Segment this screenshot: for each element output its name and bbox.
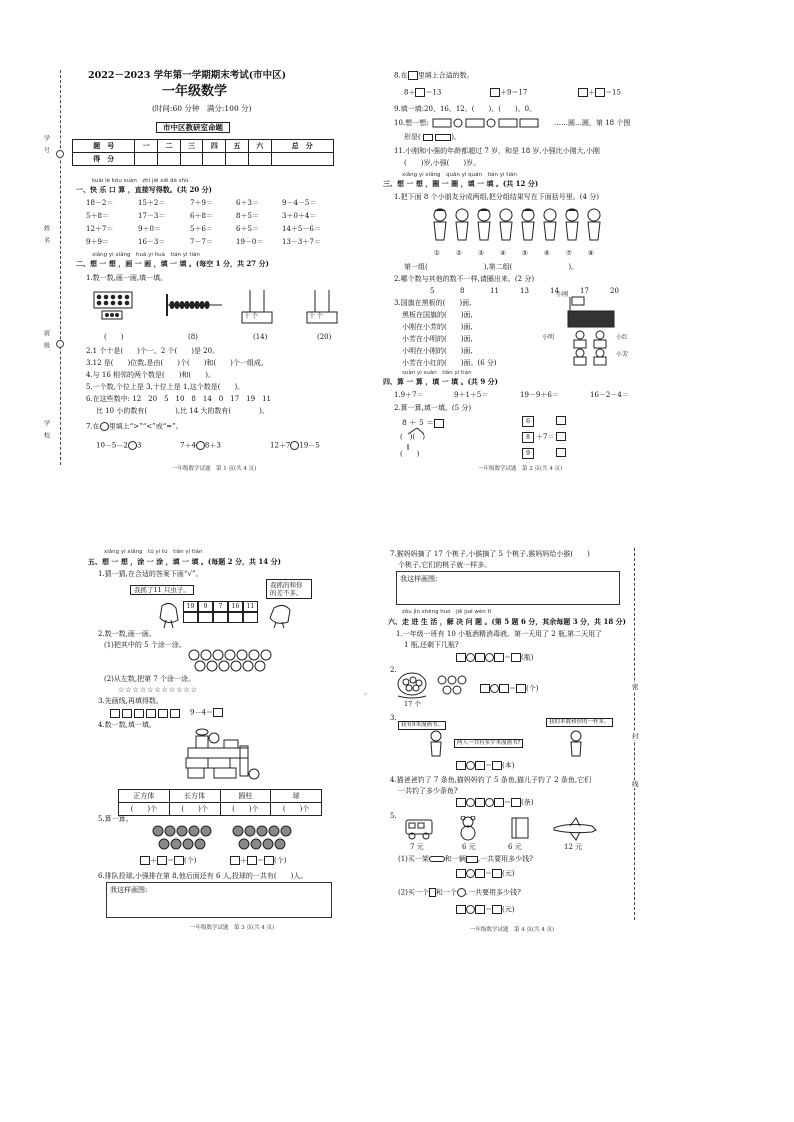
classroom-figure	[562, 295, 622, 367]
compare-item: 10－5－2 3	[96, 441, 142, 450]
speech-bubble: 两人一共有多少本漫画书?	[454, 739, 523, 748]
tick-cell[interactable]	[243, 612, 258, 623]
calc-item: 8＋5＝	[236, 212, 259, 220]
shape-table	[118, 789, 322, 816]
bear-icon	[457, 888, 466, 897]
score-header: 二	[158, 140, 181, 153]
apples-figure	[396, 670, 476, 700]
q3-3-line: 小芳在小明的( )面,	[402, 335, 473, 343]
q5-2a: (1)把其中的 5 个涂一涂。	[104, 641, 186, 649]
operator-circle[interactable]	[485, 653, 494, 662]
exam-setter: 市中区教研室命题	[156, 122, 230, 133]
q2-7: 7.在 里填上“>”“<”或“=”。	[86, 422, 183, 431]
score-header: 三	[180, 140, 203, 153]
kid-number: ⑤	[522, 249, 528, 257]
toys-figure	[404, 816, 604, 842]
answer-box[interactable]	[434, 419, 444, 428]
operator-circle[interactable]	[466, 761, 475, 770]
abacus-answer-4: (20)	[317, 333, 332, 341]
shape-header: 圆柱	[220, 790, 271, 803]
q10c: 形是( )。	[404, 133, 461, 141]
grid-op: ＋7＝	[536, 433, 555, 441]
calc-item: 17－3＝	[138, 212, 166, 220]
margin-class: 班 级	[42, 330, 50, 348]
s4-pinyin: suàn yi suàn tián yi tián	[402, 370, 472, 376]
q6-3-eq: ＝ (本)	[456, 761, 514, 770]
q9: 9.填一填:20、16、12、( )、( )、0。	[394, 105, 537, 113]
guess-number: 11	[243, 601, 258, 612]
answer-box[interactable]	[578, 88, 588, 97]
answer-box[interactable]	[408, 71, 418, 80]
calc-item: 3＋0＋4＝	[282, 212, 317, 220]
q10: 10.想一想:	[394, 119, 429, 127]
shape-header: 长方体	[169, 790, 220, 803]
kid-number: ③	[478, 249, 484, 257]
q8: 8.在 里填上合适的数。	[394, 71, 474, 80]
exam-meta: (时间:60 分钟 满分:100 分)	[152, 104, 252, 113]
seal-char: 密	[632, 683, 639, 691]
calc-item: 6＋8＝	[190, 212, 213, 220]
operator-circle[interactable]	[490, 684, 499, 693]
abacus-answer-2: (8)	[188, 333, 198, 341]
q3-3-line: 黑板在国旗的( )面,	[402, 311, 473, 319]
answer-box[interactable]	[213, 708, 223, 717]
answer-box[interactable]	[475, 869, 485, 878]
answer-box[interactable]	[122, 709, 132, 718]
margin-name: 姓 名	[42, 225, 50, 243]
q5-7b: 个桃子,它们的桃子就一样多。	[398, 561, 492, 569]
answer-box[interactable]	[475, 798, 485, 807]
choice-number[interactable]: 20	[610, 287, 619, 295]
q6-5a: (1)买一架 和一辆 ,一共要用多少钱?	[398, 855, 533, 863]
answer-box[interactable]	[499, 684, 509, 693]
rect-option[interactable]	[435, 134, 451, 141]
q4-2-paren: ( )( )	[400, 433, 425, 441]
answer-box[interactable]	[556, 432, 566, 441]
q2-4: 4.与 16 相邻的两个数是( )和( )。	[86, 371, 215, 379]
q5-5-eq1: ＋ ＝ (个)	[140, 856, 196, 865]
q8-items: ＋ ＝15	[578, 88, 621, 97]
kid-number: ②	[456, 249, 462, 257]
kid-number: ⑥	[544, 249, 550, 257]
calc-item: 18－2＝	[86, 199, 114, 207]
answer-box[interactable]	[556, 448, 566, 457]
answer-box[interactable]	[492, 905, 502, 914]
q3-1b: 第一组( ),第二组( )。	[404, 263, 579, 271]
grid-cell: 9	[522, 448, 534, 459]
compare-circle[interactable]	[196, 441, 205, 450]
kid-number: ⑦	[566, 249, 572, 257]
answer-box[interactable]	[110, 709, 120, 718]
operator-circle[interactable]	[485, 798, 494, 807]
kid-number: ①	[434, 249, 440, 257]
answer-box[interactable]	[456, 653, 466, 662]
guess-number: 16	[228, 601, 243, 612]
q3-3-line: 小刚在小芳的( )面,	[402, 323, 473, 331]
compare-circle[interactable]	[128, 441, 137, 450]
s2-title: 二、想 一 想 ，画 一 画 ，填 一 填 。(每空 1 分，共 27 分)	[76, 259, 269, 268]
q4-2: 2.算一算,填一填。(5 分)	[394, 404, 472, 412]
s1-title: 一、快 乐 口 算 ，直接写得数。(共 20 分)	[76, 185, 212, 194]
score-header: 总 分	[271, 140, 333, 153]
q6-4-eq: ＝ (条)	[456, 798, 533, 807]
abacus-answer-3: (14)	[253, 333, 268, 341]
answer-box[interactable]	[174, 856, 184, 865]
page-footer: 一年级数学试题 第 4 页(共 4 页)	[470, 927, 555, 933]
q3-3: 3.国旗在黑板的( )面,	[394, 299, 472, 307]
score-header: 四	[203, 140, 226, 153]
guess-number-row	[183, 601, 258, 612]
page-footer: 一年级数学试题 第 1 页(共 4 页)	[172, 466, 257, 472]
q6-3-num: 3.	[390, 714, 397, 722]
q5-3: 3.先画线,再填得数。	[98, 697, 163, 705]
calc-item: 19－0＝	[236, 238, 264, 246]
answer-box[interactable]	[456, 798, 466, 807]
q2-6b: 比 10 小的数有( ),比 14 大的数有( )。	[96, 407, 269, 415]
q5-3-eq: 9－4＝	[190, 708, 223, 717]
answer-box[interactable]	[264, 856, 274, 865]
kid-number: ⑧	[588, 249, 594, 257]
hole-mark	[56, 340, 64, 348]
q4-2-bottom: ( )	[400, 450, 420, 458]
answer-box[interactable]	[475, 761, 485, 770]
operator-circle[interactable]	[466, 798, 475, 807]
price: 6 元	[508, 843, 522, 851]
q3-3-line: 小明在小刚的( )面,	[402, 347, 473, 355]
answer-box[interactable]	[415, 88, 425, 97]
drawing-area[interactable]	[106, 882, 332, 918]
calc-item: 5＋6＝	[190, 225, 213, 233]
kids-with-books-figure	[426, 730, 596, 758]
tick-cell[interactable]	[183, 612, 198, 623]
bus-icon	[466, 856, 478, 863]
s5-pinyin: xiǎng yi xiǎng tú yi tú tián yi tián	[104, 549, 203, 555]
answer-box[interactable]	[480, 684, 490, 693]
q2-1: 1.数一数,画一画,填一填。	[86, 274, 168, 282]
s6-title: 六、走 进 生 活 ，解 决 问 题 。(第 5 题 6 分，其余每题 3 分，共 18 分)	[388, 617, 626, 626]
shape-sequence	[432, 117, 552, 129]
q5-6: 6.排队投球,小强排在第 8,他后面还有 6 人,投球的一共有( )人。	[98, 872, 308, 880]
score-label: 得 分	[73, 153, 135, 166]
drawing-area[interactable]	[396, 571, 620, 605]
shape-answer[interactable]: ( )个	[271, 803, 322, 816]
page-footer: 一年级数学试题 第 2 页(共 4 页)	[478, 466, 563, 472]
q6-1: 1.一年级一班有 10 小瓶酒精消毒液。第一天用了 2 瓶,第二天用了	[396, 630, 603, 638]
s4-title: 四、算 一 算 ，填 一 填 。(共 9 分)	[383, 377, 498, 386]
calc-item: 9＋1＋5＝	[454, 391, 489, 399]
calc-item: 16－2－4＝	[590, 391, 629, 399]
q6-1b: 1 瓶,还剩下几瓶?	[404, 641, 459, 649]
answer-box[interactable]	[511, 653, 521, 662]
guess-number: 19	[183, 601, 198, 612]
answer-box[interactable]	[170, 709, 180, 718]
answer-box[interactable]	[494, 798, 504, 807]
kid-number: ④	[500, 249, 506, 257]
compare-circle[interactable]	[100, 422, 109, 431]
q3-3-line: 小芳在小红的( )面。(6 分)	[402, 359, 497, 367]
grid-cell: 6	[522, 416, 534, 427]
speech-bubble: 我抓了11 只虫子。	[130, 585, 194, 595]
exam-header: 2022－2023 学年第一学期期末考试(市中区)	[88, 70, 287, 81]
stars-row[interactable]: ☆☆☆☆☆☆☆☆☆☆☆	[118, 686, 199, 694]
q5-2b: (2)从左数,把第 7 个涂一涂。	[104, 675, 196, 683]
q2-5: 5.一个数,个位上是 3,十位上是 1,这个数是( )。	[86, 383, 245, 391]
q10b: ……圆…圆，第 18 个图	[554, 119, 631, 127]
room-label: 小红	[616, 334, 629, 341]
calc-item: 6＋5＝	[236, 225, 259, 233]
q5-5: 5.算一算。	[98, 815, 133, 823]
seal-char: 封	[632, 732, 639, 740]
guess-number: 7	[213, 601, 228, 612]
calc-item: 15＋2＝	[138, 199, 166, 207]
exam-title: 一年级数学	[162, 84, 228, 99]
calc-item: 9－4－5＝	[282, 199, 317, 207]
answer-box[interactable]	[134, 709, 144, 718]
choice-number[interactable]: 13	[520, 287, 529, 295]
shape-header: 正方体	[119, 790, 170, 803]
q5-1: 1.猜一猜,在合适的答案下画“√”。	[98, 570, 203, 578]
q5-7: 7.猴妈妈摘了 17 个桃子,小猴摘了 5 个桃子,猴妈妈给小猴( )	[390, 550, 590, 558]
calc-item: 9＋0＝	[138, 225, 161, 233]
book-icon	[429, 888, 436, 897]
calc-item: 7－7＝	[190, 238, 213, 246]
tick-cell[interactable]	[228, 612, 243, 623]
room-label: 小刚	[556, 291, 569, 298]
operator-circle[interactable]	[466, 869, 475, 878]
answer-box[interactable]	[494, 653, 504, 662]
calc-item: 9＋9＝	[86, 238, 109, 246]
calc-item: 16－3＝	[138, 238, 166, 246]
answer-box[interactable]	[140, 856, 150, 865]
answer-box[interactable]	[492, 761, 502, 770]
drawing-label: 我这样画图:	[110, 886, 148, 894]
score-header: 五	[226, 140, 249, 153]
q3-2: 2.哪个数与其他的数不一样,请圈出来。(2 分)	[394, 275, 535, 283]
q8-items: 8＋ ＝13	[404, 88, 442, 97]
price: 7 元	[410, 843, 424, 851]
s5-title: 五、想 一 想 ，涂 一 涂 ，填 一 填 。(每题 2 分，共 14 分)	[88, 557, 281, 566]
kids-figure	[430, 206, 610, 250]
answer-box[interactable]	[511, 798, 521, 807]
margin-student-id: 学 号	[42, 135, 50, 153]
answer-box[interactable]	[492, 869, 502, 878]
choice-number[interactable]: 11	[490, 287, 499, 295]
q8-items: ＋9＝17	[490, 88, 527, 97]
answer-box[interactable]	[556, 416, 566, 425]
answer-box[interactable]	[158, 709, 168, 718]
q4-1	[394, 391, 650, 400]
choice-number[interactable]: 14	[550, 287, 559, 295]
blocks-figure	[180, 728, 270, 786]
q6-2-num: 2.	[390, 666, 397, 674]
answer-box[interactable]	[456, 869, 466, 878]
s2-pinyin: xiǎng yi xiǎng huà yi huà tián yi tián	[92, 252, 200, 258]
score-header: 六	[248, 140, 271, 153]
q4-2-equation: 8 ＋ 5 ＝	[402, 418, 444, 428]
answer-box[interactable]	[490, 88, 500, 97]
kid-number-row	[434, 249, 614, 257]
speech-bubble: 我的本数和你的一样多。	[546, 718, 613, 727]
q6-2-eq: ＝ (个)	[480, 684, 538, 693]
score-header: 题 号	[73, 140, 135, 153]
s3-pinyin: xiǎng yi xiǎng quān yi quān tián yi tián	[402, 172, 517, 178]
circles-figure[interactable]	[186, 649, 286, 673]
s3-title: 三、想 一 想 ，圈 一 圈 ，填 一 填 。(共 12 分)	[383, 179, 539, 188]
abacus-answer-1: ( )	[104, 333, 124, 341]
line-boxes	[110, 709, 180, 718]
answer-box[interactable]	[456, 905, 466, 914]
margin-school: 学 校	[42, 420, 50, 438]
q11b: ( )岁,小强( )岁。	[404, 159, 481, 167]
abacus-figures	[92, 290, 342, 332]
q6-5b: (2)买一个 和一个 ,一共要用多少钱?	[398, 888, 521, 897]
room-label: 小明	[542, 334, 555, 341]
q6-5b-eq: ＝ (元)	[456, 905, 514, 914]
q2-3: 3.12 是( )位数,是由( )个( )和( )个一组成。	[86, 359, 268, 367]
operator-circle[interactable]	[466, 905, 475, 914]
q6-5a-eq: ＝ (元)	[456, 869, 514, 878]
speech-bubble: 我有9本漫画书。	[398, 721, 446, 730]
q6-4: 4.猫爸爸钓了 7 条鱼,猫妈妈钓了 5 条鱼,猫儿子钓了 2 条鱼,它们	[390, 776, 592, 784]
choice-number[interactable]: 5	[430, 287, 435, 295]
answer-box[interactable]	[456, 761, 466, 770]
binding-line	[60, 70, 61, 465]
q2-2: 2.1 个十是( )个一。2 个( )是 20。	[86, 347, 220, 355]
shape-answer[interactable]: ( )个	[169, 803, 220, 816]
calc-item: 6＋3＝	[236, 199, 259, 207]
answer-box[interactable]	[247, 856, 257, 865]
shape-answer[interactable]: ( )个	[119, 803, 170, 816]
drawing-label: 我这样画图:	[400, 575, 438, 583]
score-table	[72, 139, 334, 166]
choice-number[interactable]: 17	[580, 287, 589, 295]
q3-1: 1.把下面 8 个小朋友分成两组,把分组结果写在下面括号里。(4 分)	[394, 193, 599, 201]
s6-pinyin: zǒu jìn shēng huó jiě jué wèn tí	[402, 609, 492, 615]
operator-circle[interactable]	[466, 653, 475, 662]
q5-2: 2.数一数,画一画。	[98, 630, 156, 638]
room-label: 小芳	[616, 351, 629, 358]
answer-box[interactable]	[595, 88, 605, 97]
rect-option[interactable]	[423, 134, 433, 141]
calc-item: 1.9＋7＝	[394, 391, 424, 399]
calc-item: 12＋7＝	[86, 225, 114, 233]
price: 12 元	[564, 843, 583, 851]
grid-cell: 8	[522, 432, 534, 443]
answer-box[interactable]	[157, 856, 167, 865]
abacus-col-label: 十 个	[309, 313, 323, 320]
hole-mark	[56, 150, 64, 158]
q2-6: 6.在这些数中: 12 20 5 10 8 14 0 17 19 11	[86, 395, 271, 403]
answer-box[interactable]	[516, 684, 526, 693]
answer-box[interactable]	[475, 653, 485, 662]
score-header: 一	[135, 140, 158, 153]
s1-pinyin: kuài lè kǒu suàn zhí jiē xiě dé shù	[92, 178, 189, 184]
answer-box[interactable]	[475, 905, 485, 914]
shape-header: 球	[271, 790, 322, 803]
answer-box[interactable]	[230, 856, 240, 865]
guess-number: 9	[198, 601, 213, 612]
plane-icon	[429, 856, 445, 862]
s1-grid	[86, 199, 338, 251]
page-footer: 一年级数学试题 第 3 页(共 4 页)	[190, 925, 275, 931]
calc-item: 5＋8＝	[86, 212, 109, 220]
abacus-col-label: 十 个	[244, 313, 258, 320]
calc-item: 13－3＋7＝	[282, 238, 321, 246]
q11: 11.小刚和小强的年龄都超过 7 岁，和是 18 岁,小强比小刚大,小刚	[394, 147, 600, 155]
triangle-mark-icon: ▵	[364, 690, 368, 697]
tick-cell[interactable]	[213, 612, 228, 623]
q5-5-eq2: ＋ ＝ (个)	[230, 856, 286, 865]
compare-item: 7＋4 8＋3	[180, 441, 221, 450]
choice-number[interactable]: 8	[460, 287, 465, 295]
calc-item: 19－9＋6＝	[520, 391, 559, 399]
tick-row	[183, 612, 258, 623]
q5-4: 4.数一数,填一填。	[98, 721, 156, 729]
answer-box[interactable]	[146, 709, 156, 718]
calc-item: 14＋5－6＝	[282, 225, 321, 233]
shape-answer[interactable]: ( )个	[220, 803, 271, 816]
seal-char: 线	[632, 780, 639, 788]
compare-item: 12＋7 19－5	[270, 441, 320, 450]
price: 6 元	[462, 843, 476, 851]
q6-4b: 一共钓了多少条鱼?	[398, 787, 458, 795]
ten-frame-figure	[94, 292, 132, 319]
balls-figure	[150, 824, 310, 854]
calc-item: 7＋9＝	[190, 199, 213, 207]
q6-2-label: 17 个	[404, 700, 421, 708]
bead-rod-figure	[166, 294, 222, 316]
q6-5-num: 5.	[390, 812, 397, 820]
q6-1-eq: ＝ (瓶)	[456, 653, 533, 662]
tick-cell[interactable]	[198, 612, 213, 623]
speech-bubble: 我抓的和你的差不多。	[266, 579, 312, 599]
